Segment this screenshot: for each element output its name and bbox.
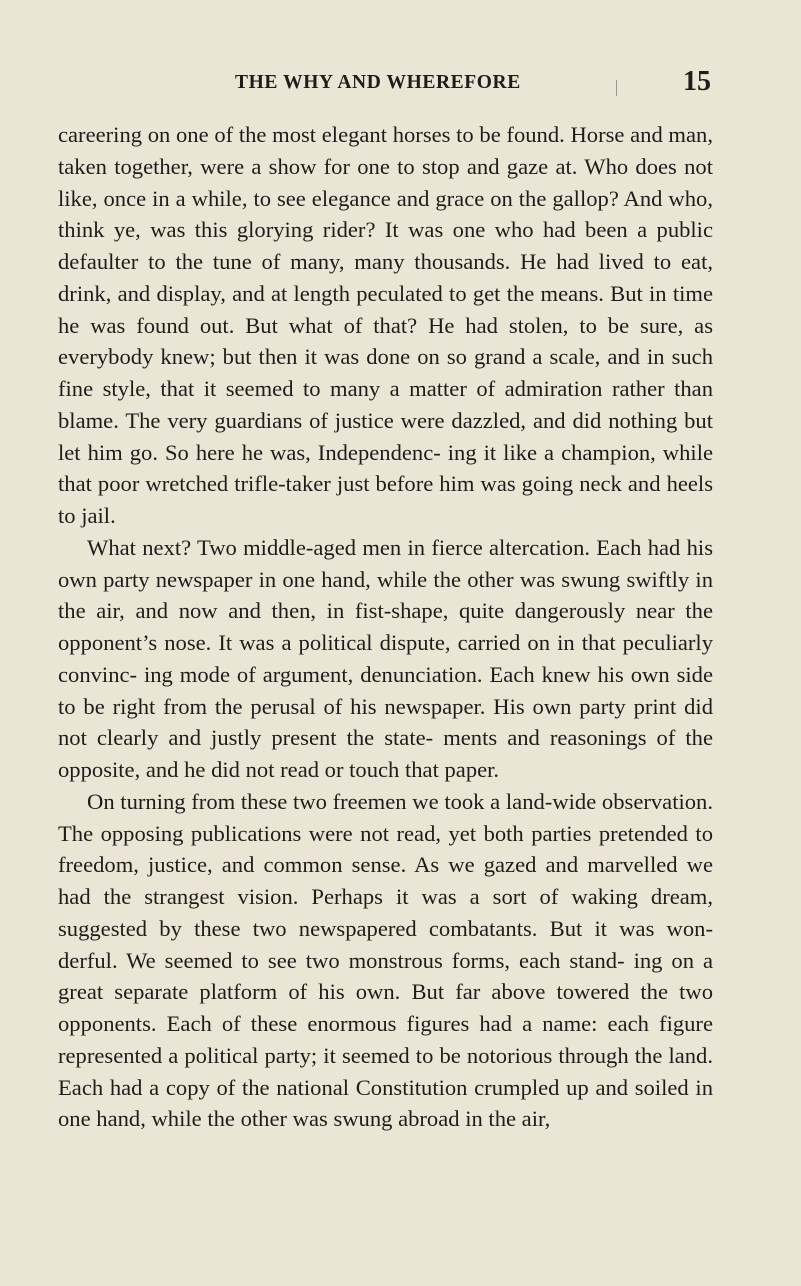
paragraph-1: careering on one of the most elegant horses to be found. Horse and man, taken together, were a show for one to stop and gaze at. Who does not like, once in a while, to see elegance and grace on the gallop? And who, think ye, was this glorying rider? It was one who had been a public defaulter to the tune of many, many thousands. He had lived to eat, drink, and display, and at length peculated to get the means. But in time he was found out. But what of that? He had stolen, to be sure, as everybody knew; but then it was done on so grand a scale, and in such fine style, that it seemed to many a matter of admiration rather than blame. The very guardians of justice were dazzled, and did nothing but let him go. So here he was, Independenc- ing it like a champion, while that poor wretched trifle-taker just before him was going neck and heels to jail. [58, 122, 713, 528]
page-number: 15 [683, 66, 711, 97]
paragraph-3: On turning from these two freemen we took a land-wide observation. The opposing publications were not read, yet both parties pretended to freedom, justice, and common sense. As we gazed and marvelled we had the strangest vision. Perhaps it was a sort of waking dream, suggested by these two newspapered combatants. But it was won- derful. We seemed to see two monstrous forms, each stand- ing on a great separate platform of his own. But far above towered the two opponents. Each of these enormous figures had a name: each figure represented a political party; it seemed to be notorious through the land. Each had a copy of the national Constitution crumpled up and soiled in one hand, while the other was swung abroad in the air, [58, 788, 713, 1132]
paragraph-2: What next? Two middle-aged men in fierce altercation. Each had his own party newspaper in one hand, while the other was swung swiftly in the air, and now and then, in fist-shape, quite dangerously near the opponent’s nose. It was a political dispute, carried on in that peculiarly convinc- ing mode of argument, denunciation. Each knew his own side to be right from the perusal of his newspaper. His own party print did not clearly and justly present the state- ments and reasonings of the opposite, and he did not read or touch that paper. [58, 534, 713, 782]
running-title: THE WHY AND WHEREFORE [235, 72, 521, 93]
header-divider [616, 80, 617, 96]
running-head [58, 66, 713, 102]
body-text [58, 119, 713, 1135]
